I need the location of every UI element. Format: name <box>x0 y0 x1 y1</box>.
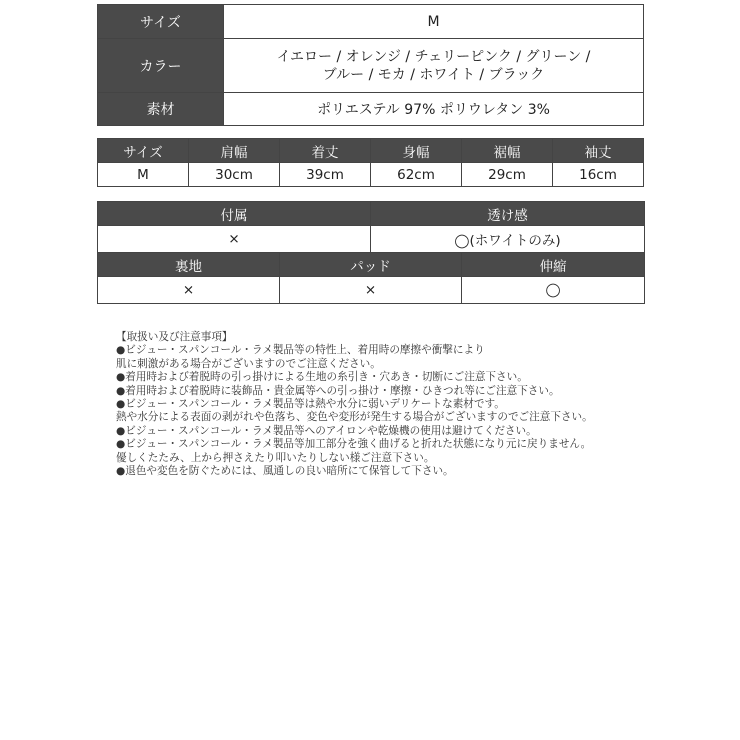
color-line-2: ブルー / モカ / ホワイト / ブラック <box>322 66 545 83</box>
length-header: 着丈 <box>280 139 371 163</box>
care-note-line: ●ビジュー・スパンコール・ラメ製品等は熱や水分に弱いデリケートな素材です。 <box>116 398 505 411</box>
material-label: 素材 <box>98 93 224 126</box>
lining-label: 裏地 <box>98 253 280 277</box>
material-value: ポリエステル 97% ポリウレタン 3% <box>224 93 644 126</box>
feature-table <box>97 201 645 304</box>
care-note-line: ●退色や変色を防ぐためには、風通しの良い暗所にて保管して下さい。 <box>116 465 454 478</box>
color-line-1: イエロー / オレンジ / チェリーピンク / グリーン / <box>276 48 591 65</box>
care-note-line: ●ビジュー・スパンコール・ラメ製品等の特性上、着用時の摩擦や衝撃により <box>116 344 485 357</box>
color-value <box>224 39 644 93</box>
care-notes <box>116 331 636 478</box>
shoulder-header: 肩幅 <box>189 139 280 163</box>
accessory-value: × <box>98 226 371 253</box>
lining-value: × <box>98 277 280 304</box>
size-table <box>97 138 644 187</box>
width-cell: 62cm <box>371 163 462 187</box>
size-header: サイズ <box>98 139 189 163</box>
care-note-line: 熱や水分による表面の剥がれや色落ち、変色や変形が発生する場合がございますのでご注意下さい。 <box>116 411 593 424</box>
sleeve-cell: 16cm <box>553 163 644 187</box>
size-value: M <box>224 5 644 39</box>
color-label: カラー <box>98 39 224 93</box>
care-note-line: ●着用時および着脱時に装飾品・貴金属等への引っ掛け・摩擦・ひきつれ等にご注意下さい。 <box>116 384 560 397</box>
accessory-label: 付属 <box>98 202 371 226</box>
length-cell: 39cm <box>280 163 371 187</box>
shoulder-cell: 30cm <box>189 163 280 187</box>
care-note-line: ●ビジュー・スパンコール・ラメ製品等加工部分を強く曲げると折れた状態になり元に戻りません。 <box>116 438 592 451</box>
sheer-label: 透け感 <box>371 202 645 226</box>
size-label: サイズ <box>98 5 224 39</box>
care-note-line: 肌に刺激がある場合がございますのでご注意ください。 <box>116 357 381 370</box>
care-notes-title: 【取扱い及び注意事項】 <box>116 331 233 343</box>
width-header: 身幅 <box>371 139 462 163</box>
stretch-value: ◯ <box>462 277 645 304</box>
stretch-label: 伸縮 <box>462 253 645 277</box>
pad-value: × <box>280 277 462 304</box>
pad-label: パッド <box>280 253 462 277</box>
care-note-line: 優しくたたみ、上から押さえたり叩いたりしない様ご注意下さい。 <box>116 451 435 464</box>
sheer-value: ◯(ホワイトのみ) <box>371 226 645 253</box>
size-cell: M <box>98 163 189 187</box>
care-note-line: ●ビジュー・スパンコール・ラメ製品等へのアイロンや乾燥機の使用は避けてください。 <box>116 424 537 437</box>
care-note-line: ●着用時および着脱時の引っ掛けによる生地の糸引き・穴あき・切断にご注意下さい。 <box>116 371 528 384</box>
hem-header: 裾幅 <box>462 139 553 163</box>
sleeve-header: 袖丈 <box>553 139 644 163</box>
hem-cell: 29cm <box>462 163 553 187</box>
spec-table <box>97 4 644 126</box>
